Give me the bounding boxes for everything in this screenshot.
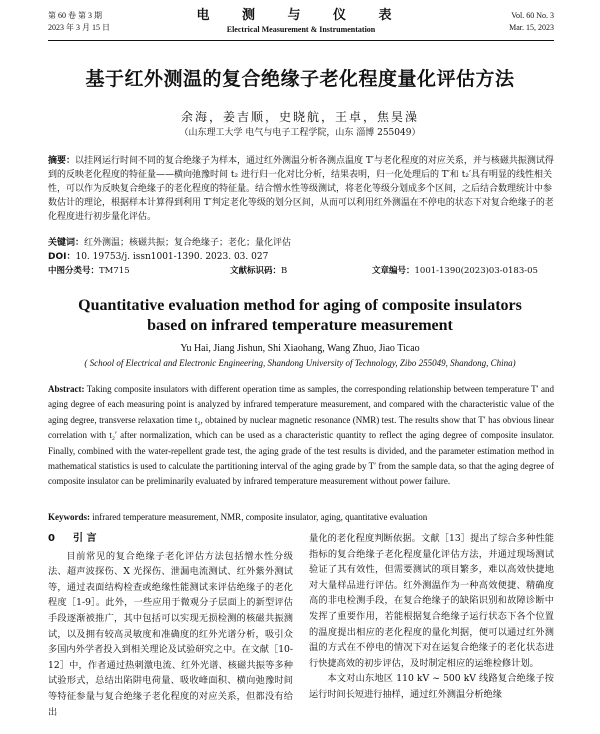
date-en: Mar. 15, 2023 — [509, 23, 554, 32]
doi-line — [48, 250, 554, 264]
title-en-line1: Quantitative evaluation method for aging of composite insulators — [78, 297, 522, 314]
abstract-cn-label: 摘要： — [48, 156, 76, 166]
abstract-cn-text: 以挂网运行时间不同的复合绝缘子为样本，通过红外测温分析各测点温度 T′与老化程度的对应关系，并与核磁共振测试得到的反映老化程度的特征量——横向弛豫时间 t₂ 进行归一化对比分析，结果表明，归一化处理后的 T′和 t₂′具有明显的线性相关性，可以作为反映复合绝缘子的老化程度的特征量。结合憎水性等级测试，将老化等级分划成多个区间，之后结合数理统计中参数估计的理论，根据样本计算得到利用 T′判定老化等级的划分区间，从而可以利用红外测温在不停电的状态下对复合绝缘子的老化程度进行初步量化评估。 — [48, 156, 554, 222]
keywords-cn — [48, 236, 554, 250]
section-number: 0 — [48, 533, 55, 544]
body-paragraph: 本文对山东地区 110 kV ~ 500 kV 线路复合绝缘子按运行时间长短进行抽样，通过红外测温分析绝缘 — [309, 673, 554, 700]
doi-text: 10. 19753/j. issn1001-1390. 2023. 03. 027 — [75, 252, 269, 262]
body-paragraph-continued: 量化的老化程度判断依据。文献［13］提出了综合多种性能指标的复合绝缘子老化程度量化评估方法，并通过现场测试验证了其有效性，但需要测试的项目繁多，难以高效快捷地对大量样品进行评估。红外测温作为一种高效便捷、精确度高的非电检测手段，在复合绝缘子的缺陷识别和故障诊断中发挥了重要作用，若能根据复合绝缘子运行状态下各个位置的温度提出相应的老化程度的量化判据，便可以通过红外测温的方式在不停电的情况下对在运复合绝缘子的老化状态进行快捷高效的初步评估，及时制定相应的运维检修计划。 — [309, 533, 554, 669]
affiliation-cn: （山东理工大学 电气与电子工程学院，山东 淄博 255049） — [179, 128, 421, 138]
authors-cn: 余海，姜吉顺，史晓航，王卓，焦昊澡 — [180, 110, 419, 124]
header-right — [509, 10, 554, 34]
body-column-left — [48, 531, 293, 720]
paper-title-en — [0, 296, 600, 336]
header-rule — [48, 40, 554, 41]
title-en-line2: based on infrared temperature measurement — [147, 317, 453, 334]
doc-code-label: 文献标识码： — [230, 266, 282, 276]
body-column-right — [309, 531, 554, 703]
body-paragraph: 目前常见的复合绝缘子老化评估方法包括憎水性分级法、超声波探伤、X 光探伤、泄漏电流测试、红外紫外测试等，通过表面结构检查或绝缘性能测试来评估绝缘子的老化程度［1-9］。此外，一些应用于微观分子层面上的新型评估手段逐渐被推广，其中包括可以实现无损检测的核磁共振测试，以及拥有较高灵敏度和准确度的红外光谱分析，吸引众多国内外学者投入到相关理论及试验研究之中。在文献［10-12］中，作者通过热刺激电流、红外光谱、核磁共振等多种试验形式，总结出陷阱电荷量、吸收峰面积、横向弛豫时间等特征参量与复合绝缘子老化程度的对应关系，但都没有给出 — [48, 550, 293, 718]
affiliation-en: ( School of Electrical and Electronic Engineering, Shandong University of Technology, Zibo 255049, Shandong, China) — [84, 358, 516, 368]
keywords-en-text: infrared temperature measurement, NMR, composite insulator, aging, quantitative evaluation — [92, 512, 428, 522]
date-cn: 2023 年 3 月 15 日 — [48, 23, 110, 32]
header-center — [48, 8, 554, 35]
authors-en: Yu Hai, Jiang Jishun, Shi Xiaohang, Wang Zhuo, Jiao Ticao — [180, 343, 420, 354]
journal-name-cn: 电 测 与 仪 表 — [196, 8, 406, 23]
abstract-en — [48, 382, 554, 490]
doc-code-field — [230, 264, 287, 276]
abstract-en-label: Abstract: — [48, 384, 85, 394]
abstract-en-text: Taking composite insulators with different operation time as samples, the corresponding relationship between temperature T′ and aging degree of each measuring point is analyzed by infrared temperature measurement, and compared with the characteristic value of the aging degree, transverse relaxation time t₂, obtained by nuclear magnetic resonance (NMR) test. The results show that T′ has obvious linear correlation with t₂′ after normalization, which can be used as a characteristic quantity to reflect the aging degree of composite insulator. Finally, combined with the water-repellent grade test, the aging grade of the test results is divided, and the parameter estimation method in mathematical statistics is used to calculate the partitioning interval of the aging grade by T′ from the sample data, so that the aging degree of composite insulator can be preliminarily evaluated by infrared temperature measurement without power failure. — [48, 384, 554, 487]
article-no-field — [372, 264, 538, 276]
section-title: 引 言 — [72, 533, 97, 544]
doc-code-value: B — [281, 266, 288, 276]
article-no-label: 文章编号： — [372, 266, 415, 276]
keywords-en — [48, 512, 554, 522]
clc-field — [48, 264, 130, 276]
classification-row — [48, 264, 554, 278]
keywords-cn-text: 红外测温；核磁共振；复合绝缘子；老化；量化评估 — [84, 238, 292, 248]
clc-value: TM715 — [99, 266, 130, 276]
abstract-cn — [48, 154, 554, 224]
volume-en: Vol. 60 No. 3 — [511, 11, 554, 20]
section-heading — [48, 531, 293, 547]
volume-cn: 第 60 卷 第 3 期 — [48, 11, 102, 20]
clc-label: 中图分类号： — [48, 266, 100, 276]
running-header — [48, 8, 554, 40]
doi-label: DOI： — [48, 252, 76, 262]
journal-name-en: Electrical Measurement & Instrumentation — [226, 25, 376, 34]
keywords-cn-label: 关键词： — [48, 238, 85, 248]
keywords-en-label: Keywords: — [48, 512, 90, 522]
paper-title-cn: 基于红外测温的复合绝缘子老化程度量化评估方法 — [85, 68, 515, 90]
article-no-value: 1001-1390(2023)03-0183-05 — [414, 266, 538, 276]
